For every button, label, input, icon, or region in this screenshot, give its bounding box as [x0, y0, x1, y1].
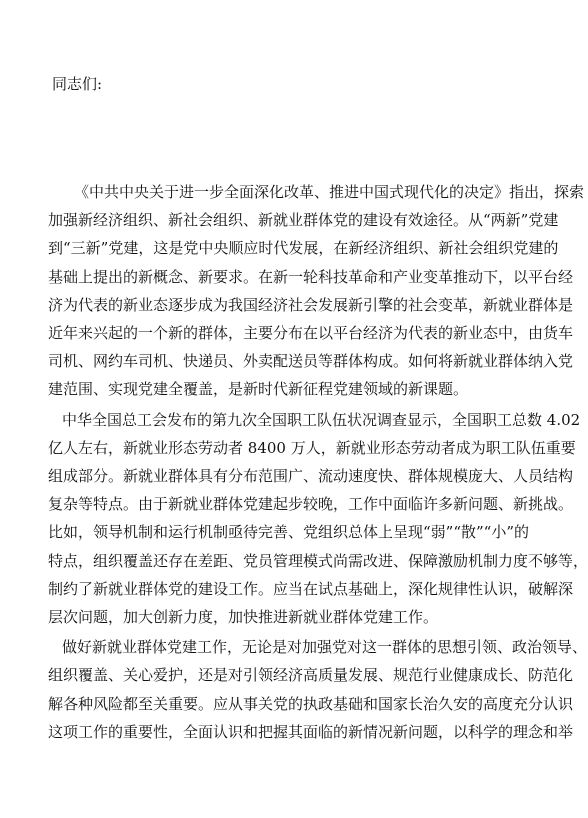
paragraph-3-line-3: 解各种风险都至关重要。应从事关党的执政基础和国家长治久安的高度充分认识	[48, 694, 574, 713]
paragraph-3	[48, 633, 588, 746]
paragraph-2-line-4: 复杂等特点。由于新就业群体党建起步较晚，工作中面临许多新问题、新挑战。	[48, 495, 574, 514]
paragraph-2-line-3: 组成部分。新就业群体具有分布范围广、流动速度快、群体规模庞大、人员结构	[48, 467, 574, 486]
paragraph-3-line-2: 组织覆盖、关心爱护，还是对引领经济高质量发展、规范行业健康成长、防范化	[48, 666, 574, 685]
paragraph-3-line-4: 这项工作的重要性，全面认识和把握其面临的新情况新问题，以科学的理念和举	[48, 722, 574, 741]
salutation: 同志们:	[52, 75, 103, 93]
document-body	[48, 178, 588, 746]
paragraph-1-line-2: 加强新经济组织、新社会组织、新就业群体党的建设有效途径。从“两新”党建	[48, 211, 559, 230]
paragraph-2-line-5: 比如，领导机制和运行机制亟待完善、党组织总体上呈现“弱”“散”“小”的	[48, 523, 530, 542]
paragraph-2-line-6: 特点，组织覆盖还存在差距、党员管理模式尚需改进、保障激励机制力度不够等，	[48, 551, 588, 570]
paragraph-1-line-8: 建范围、实现党建全覆盖，是新时代新征程党建领域的新课题。	[48, 380, 469, 399]
paragraph-1-line-1: 《中共中央关于进一步全面深化改革、推进中国式现代化的决定》指出，探索	[74, 183, 585, 201]
paragraph-2-line-7: 制约了新就业群体党的建设工作。应当在试点基础上，深化规律性认识，破解深	[48, 579, 574, 598]
paragraph-1-line-6: 近年来兴起的一个新的群体，主要分布在以平台经济为代表的新业态中，由货车	[48, 324, 574, 343]
paragraph-2	[48, 406, 588, 632]
paragraph-2-line-1: 中华全国总工会发布的第九次全国职工队伍状况调查显示，全国职工总数 4.02	[62, 410, 581, 429]
paragraph-2-line-8: 层次问题，加大创新力度，加快推进新就业群体党建工作。	[48, 608, 439, 627]
paragraph-1-line-7: 司机、网约车司机、快递员、外卖配送员等群体构成。如何将新就业群体纳入党	[48, 352, 574, 371]
paragraph-3-line-1: 做好新就业群体党建工作，无论是对加强党对这一群体的思想引领、政治领导、	[62, 638, 588, 657]
paragraph-1	[48, 178, 585, 404]
paragraph-1-line-3: 到“三新”党建，这是党中央顺应时代发展，在新经济组织、新社会组织党建的	[48, 239, 559, 258]
paragraph-2-line-2: 亿人左右，新就业形态劳动者 8400 万人，新就业形态劳动者成为职工队伍重要	[48, 438, 576, 457]
paragraph-1-line-4: 基础上提出的新概念、新要求。在新一轮科技革命和产业变革推动下，以平台经	[48, 267, 574, 286]
paragraph-1-line-5: 济为代表的新业态逐步成为我国经济社会发展新引擎的社会变革，新就业群体是	[48, 295, 574, 314]
